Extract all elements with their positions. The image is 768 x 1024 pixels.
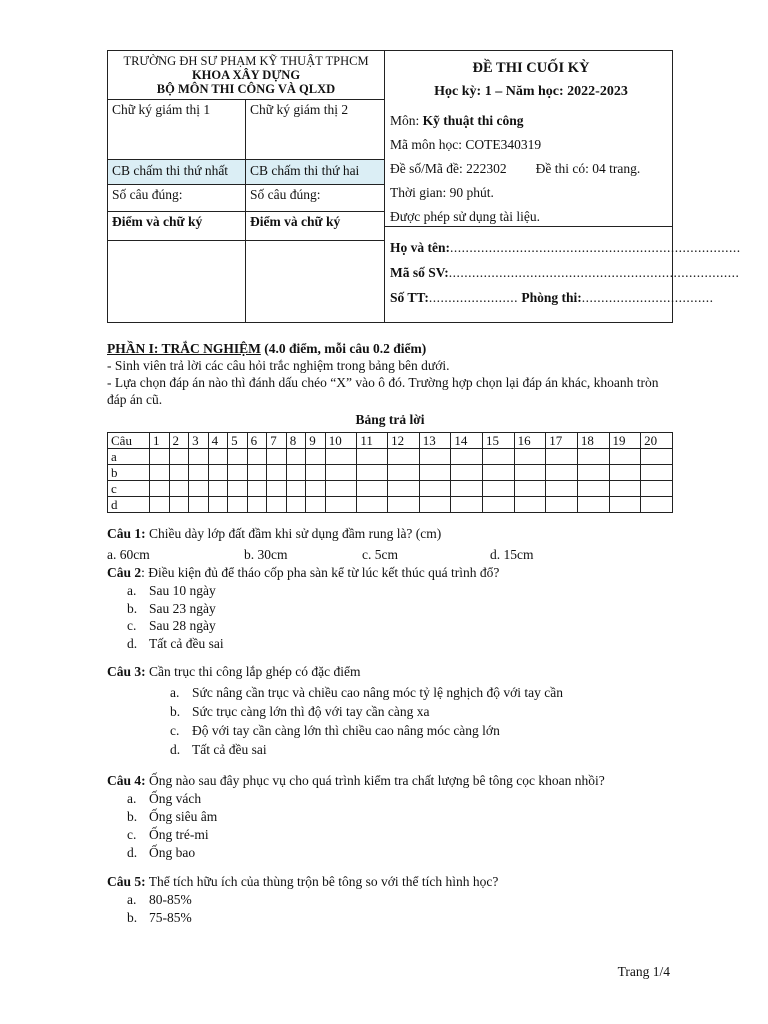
- answer-col-number: 12: [388, 433, 420, 449]
- answer-cell[interactable]: [609, 497, 641, 513]
- header-left: [108, 51, 385, 322]
- answer-cell[interactable]: [641, 481, 673, 497]
- school-block: [108, 51, 384, 100]
- answer-col-number: 9: [306, 433, 326, 449]
- exam-number: Đề số/Mã đề: 222302: [390, 161, 507, 176]
- answer-cell[interactable]: [357, 465, 388, 481]
- answer-cell[interactable]: [150, 465, 170, 481]
- correct-count-2: Số câu đúng:: [250, 187, 321, 202]
- answer-cell[interactable]: [325, 481, 357, 497]
- q3-option-b: b. Sức trục càng lớn thì độ với tay cần càng xa: [170, 704, 430, 719]
- instruction-2: - Lựa chọn đáp án nào thì đánh dấu chéo “X” vào ô đó. Trường hợp chọn lại đáp án khác, khoanh tròn đáp án cũ.: [107, 375, 659, 407]
- answer-cell[interactable]: [150, 497, 170, 513]
- answer-col-number: 14: [451, 433, 483, 449]
- answer-cell[interactable]: [247, 449, 267, 465]
- materials-note: Được phép sử dụng tài liệu.: [390, 209, 540, 224]
- answer-cell[interactable]: [546, 497, 578, 513]
- signature-row: [108, 100, 384, 160]
- answer-col-number: 19: [609, 433, 641, 449]
- correct-count-1: Số câu đúng:: [108, 185, 246, 211]
- q5-label: Câu 5:: [107, 874, 146, 889]
- answer-col-number: 2: [169, 433, 189, 449]
- answer-cell[interactable]: [451, 449, 483, 465]
- proctor1-signature: Chữ ký giám thị 1: [108, 100, 246, 159]
- q5-option-b: b. 75-85%: [127, 910, 192, 925]
- subject-label: Môn:: [390, 113, 423, 128]
- answer-cell[interactable]: [306, 465, 326, 481]
- answer-col-number: 20: [641, 433, 673, 449]
- answer-cell[interactable]: [577, 449, 609, 465]
- subject-name: Kỹ thuật thi công: [422, 113, 524, 128]
- answer-row: [108, 481, 673, 497]
- q4-options: [107, 790, 673, 862]
- answer-cell[interactable]: [419, 497, 451, 513]
- answer-cell[interactable]: [267, 497, 287, 513]
- answer-cell[interactable]: [189, 481, 209, 497]
- answer-col-number: 6: [247, 433, 267, 449]
- answer-cell[interactable]: [189, 449, 209, 465]
- answer-cell[interactable]: [641, 465, 673, 481]
- answer-table-title: Bảng trả lời: [355, 412, 425, 427]
- score-row: [108, 212, 384, 241]
- answer-cell[interactable]: [483, 465, 515, 481]
- answer-cell[interactable]: [388, 497, 420, 513]
- q4-option-c: c. Ống tré-mi: [127, 827, 209, 842]
- score-box-1: [108, 241, 246, 322]
- q2-options: [107, 582, 673, 652]
- seat-room-field[interactable]: Số TT:....................... Phòng thi:..................................: [390, 290, 714, 305]
- faculty-name: KHOA XÂY DỰNG: [191, 68, 301, 82]
- grader1-label: CB chấm thi thứ nhất: [108, 160, 246, 184]
- answer-cell[interactable]: [577, 465, 609, 481]
- answer-cell[interactable]: [150, 481, 170, 497]
- proctor2-signature: Chữ ký giám thị 2: [250, 102, 349, 117]
- answer-cell[interactable]: [286, 449, 306, 465]
- answer-cell[interactable]: [208, 465, 228, 481]
- q1-options: [107, 546, 673, 564]
- answer-cell[interactable]: [286, 465, 306, 481]
- grader2-label: CB chấm thi thứ hai: [250, 163, 360, 178]
- answer-cell[interactable]: [388, 449, 420, 465]
- answer-cell[interactable]: [286, 497, 306, 513]
- course-code: Mã môn học: COTE340319: [390, 137, 542, 152]
- answer-row: [108, 449, 673, 465]
- question-2: [107, 564, 673, 582]
- answer-cell[interactable]: [609, 449, 641, 465]
- answer-cell[interactable]: [169, 449, 189, 465]
- q3-options: [107, 683, 673, 759]
- answer-row: [108, 497, 673, 513]
- answer-cell[interactable]: [228, 481, 248, 497]
- answer-cell[interactable]: [247, 465, 267, 481]
- answer-cell[interactable]: [228, 449, 248, 465]
- header-divider: [385, 226, 672, 227]
- q2-option-d: d. Tất cả đều sai: [127, 635, 224, 651]
- answer-cell[interactable]: [451, 481, 483, 497]
- q4-label: Câu 4:: [107, 773, 146, 788]
- q1-option-d: d. 15cm: [490, 547, 534, 562]
- answer-cell[interactable]: [546, 481, 578, 497]
- student-name-field[interactable]: Họ và tên:...........................................................................: [390, 240, 741, 255]
- answer-cell[interactable]: [357, 449, 388, 465]
- q5-option-a: a. 80-85%: [127, 892, 192, 907]
- answer-cell[interactable]: [208, 449, 228, 465]
- answer-cell[interactable]: [483, 481, 515, 497]
- score-signature-2: Điểm và chữ ký: [250, 214, 341, 229]
- q2-option-c: c. Sau 28 ngày: [127, 618, 216, 633]
- answer-cell[interactable]: [483, 449, 515, 465]
- answer-cell[interactable]: [388, 481, 420, 497]
- answer-cell[interactable]: [306, 481, 326, 497]
- answer-cell[interactable]: [546, 449, 578, 465]
- answer-cell[interactable]: [208, 497, 228, 513]
- answer-cell[interactable]: [577, 481, 609, 497]
- answer-cell[interactable]: [577, 497, 609, 513]
- school-name: TRƯỜNG ĐH SƯ PHẠM KỸ THUẬT TPHCM: [123, 54, 369, 68]
- answer-col-number: 16: [514, 433, 546, 449]
- q2-option-b: b. Sau 23 ngày: [127, 600, 216, 616]
- answer-cell[interactable]: [169, 465, 189, 481]
- answer-cell[interactable]: [228, 497, 248, 513]
- answer-cell[interactable]: [514, 465, 546, 481]
- answer-table: [107, 432, 673, 513]
- q3-option-a: a. Sức nâng cần trục và chiều cao nâng móc tỷ lệ nghịch độ với tay cần: [170, 685, 563, 700]
- header-right: [385, 51, 741, 322]
- page-count: Đề thi có: 04 trang.: [535, 161, 641, 176]
- answer-cell[interactable]: [247, 481, 267, 497]
- answer-cell[interactable]: [609, 481, 641, 497]
- answer-cell[interactable]: [150, 449, 170, 465]
- q1-label: Câu 1:: [107, 526, 146, 541]
- answer-cell[interactable]: [451, 465, 483, 481]
- answer-row-label: b: [108, 465, 150, 481]
- answer-cell[interactable]: [325, 449, 357, 465]
- q3-option-d: d. Tất cả đều sai: [170, 742, 267, 757]
- answer-col-number: 4: [208, 433, 228, 449]
- answer-col-number: 13: [419, 433, 451, 449]
- q2-option-a: a. Sau 10 ngày: [127, 583, 216, 598]
- answer-cell[interactable]: [419, 465, 451, 481]
- q5-options: [107, 891, 673, 927]
- question-4: [107, 772, 673, 790]
- exam-header: [107, 50, 741, 323]
- score-signature-1: Điểm và chữ ký: [108, 212, 246, 240]
- q5-text: Thể tích hữu ích của thùng trộn bê tông so với thể tích hình học?: [145, 874, 499, 889]
- answer-col-number: 11: [357, 433, 388, 449]
- answer-cell[interactable]: [267, 481, 287, 497]
- question-3: [107, 663, 673, 681]
- exam-title: ĐỀ THI CUỐI KỲ: [472, 60, 590, 76]
- answer-cell[interactable]: [306, 449, 326, 465]
- q4-option-b: b. Ống siêu âm: [127, 809, 218, 824]
- q1-text: Chiều dày lớp đất đầm khi sử dụng đầm rung là? (cm): [145, 526, 442, 541]
- answer-col-number: 17: [546, 433, 578, 449]
- score-box-2: [246, 241, 384, 322]
- q1-option-c: c. 5cm: [362, 547, 398, 562]
- answer-cell[interactable]: [189, 465, 209, 481]
- answer-cell[interactable]: [483, 497, 515, 513]
- correct-count-row: [108, 185, 384, 212]
- semester: Học kỳ: 1 – Năm học: 2022-2023: [434, 84, 628, 99]
- answer-row-label: a: [108, 449, 150, 465]
- q3-option-c: c. Độ với tay cần càng lớn thì chiều cao nâng móc càng lớn: [170, 723, 500, 738]
- answer-cell[interactable]: [208, 481, 228, 497]
- exam-page: [107, 50, 741, 927]
- part1-title: PHẦN I: TRẮC NGHIỆM: [107, 341, 261, 356]
- answer-cell[interactable]: [609, 465, 641, 481]
- answer-cell[interactable]: [546, 465, 578, 481]
- answer-cell[interactable]: [228, 465, 248, 481]
- answer-col-number: 15: [483, 433, 515, 449]
- answer-col-number: 8: [286, 433, 306, 449]
- answer-col-number: 3: [189, 433, 209, 449]
- question-5: [107, 873, 673, 891]
- student-id-field[interactable]: Mã số SV:...........................................................................: [390, 265, 740, 280]
- answer-cell[interactable]: [325, 497, 357, 513]
- answer-col-number: 7: [267, 433, 287, 449]
- answer-cell[interactable]: [286, 481, 306, 497]
- part1-heading: [107, 341, 673, 357]
- answer-cell[interactable]: [641, 497, 673, 513]
- answer-row-label: d: [108, 497, 150, 513]
- q1-option-b: b. 30cm: [244, 547, 288, 562]
- answer-cell[interactable]: [247, 497, 267, 513]
- exam-time: Thời gian: 90 phút.: [390, 185, 494, 200]
- answer-cell[interactable]: [514, 449, 546, 465]
- answer-cell[interactable]: [388, 465, 420, 481]
- answer-cell[interactable]: [451, 497, 483, 513]
- q3-text: Cần trục thi công lắp ghép có đặc điểm: [145, 664, 361, 679]
- answer-col-number: 10: [325, 433, 357, 449]
- answer-row-label: c: [108, 481, 150, 497]
- q4-option-a: a. Ống vách: [127, 791, 202, 806]
- q4-option-d: d. Ống bao: [127, 845, 196, 860]
- answer-row: [108, 465, 673, 481]
- department-name: BỘ MÔN THI CÔNG VÀ QLXD: [156, 82, 336, 96]
- part1-points: (4.0 điểm, mỗi câu 0.2 điểm): [260, 341, 427, 356]
- q1-option-a: a. 60cm: [107, 547, 150, 562]
- q2-label: Câu 2: [107, 565, 142, 580]
- answer-col-number: 1: [150, 433, 170, 449]
- q4-text: Ống nào sau đây phục vụ cho quá trình kiểm tra chất lượng bê tông cọc khoan nhồi?: [145, 773, 605, 788]
- answer-cell[interactable]: [419, 449, 451, 465]
- q3-label: Câu 3:: [107, 664, 146, 679]
- answer-col-number: 5: [228, 433, 248, 449]
- answer-cell[interactable]: [357, 497, 388, 513]
- answer-cell[interactable]: [514, 497, 546, 513]
- subject-line: [390, 111, 672, 130]
- answer-cell[interactable]: [169, 497, 189, 513]
- exam-number-line: [390, 159, 672, 178]
- answer-col-header: Câu: [108, 433, 150, 449]
- page-number: Trang 1/4: [617, 964, 670, 979]
- answer-cell[interactable]: [357, 481, 388, 497]
- question-1: [107, 525, 673, 543]
- grader-row: [108, 160, 384, 185]
- answer-cell[interactable]: [325, 465, 357, 481]
- score-empty-row: [108, 241, 384, 322]
- answer-cell[interactable]: [306, 497, 326, 513]
- answer-table-header: [108, 433, 673, 449]
- answer-cell[interactable]: [267, 465, 287, 481]
- q2-text: : Điều kiện đủ để tháo cốp pha sàn kể từ lúc kết thúc quá trình đổ?: [141, 565, 500, 580]
- answer-cell[interactable]: [169, 481, 189, 497]
- answer-cell[interactable]: [514, 481, 546, 497]
- instruction-1: - Sinh viên trả lời các câu hỏi trắc nghiệm trong bảng bên dưới.: [107, 358, 450, 373]
- answer-cell[interactable]: [419, 481, 451, 497]
- answer-cell[interactable]: [267, 449, 287, 465]
- answer-cell[interactable]: [189, 497, 209, 513]
- answer-col-number: 18: [577, 433, 609, 449]
- answer-cell[interactable]: [641, 449, 673, 465]
